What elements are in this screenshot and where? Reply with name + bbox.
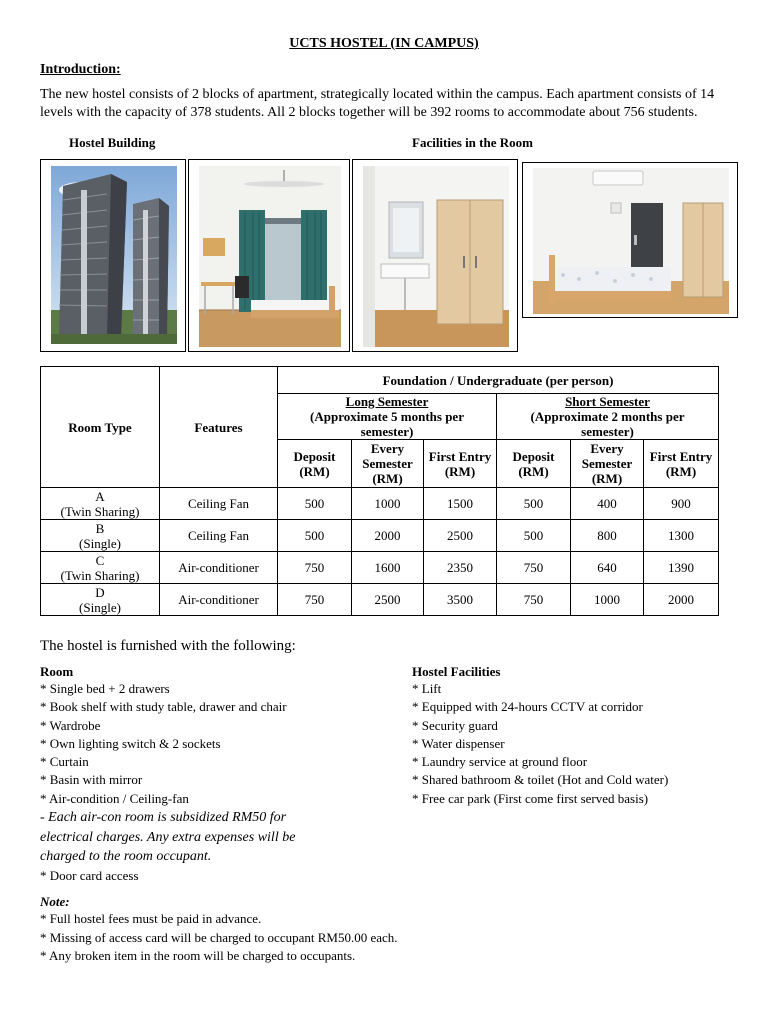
list-item: * Wardrobe xyxy=(40,717,101,733)
list-item: * Missing of access card will be charged to occupant RM50.00 each. xyxy=(40,929,398,945)
list-item: * Lift xyxy=(412,681,442,696)
facility-items-list xyxy=(412,680,742,808)
page-title: UCTS HOSTEL (IN CAMPUS) xyxy=(289,36,479,51)
furnished-intro: The hostel is furnished with the following: xyxy=(40,638,296,654)
header-group: Foundation / Undergraduate (per person) xyxy=(278,367,719,394)
facilities-section xyxy=(412,664,742,808)
sub-long-deposit: Deposit (RM) xyxy=(278,440,352,488)
sub-long-every: Every Semester (RM) xyxy=(352,440,424,488)
fees-table xyxy=(40,366,719,616)
table-row xyxy=(41,488,719,520)
long-first-cell: 2500 xyxy=(424,520,497,552)
feature-cell: Ceiling Fan xyxy=(160,520,278,552)
room-type-sub: (Single) xyxy=(79,535,121,551)
short-every-cell: 1000 xyxy=(571,584,644,616)
header-short-semester xyxy=(497,394,719,440)
table-row xyxy=(41,552,719,584)
intro-text: The new hostel consists of 2 blocks of apartment, strategically located within the campus. Each apartment consists of 14 levels with the capacity of 378 students. All 2 blocks together will be 392 rooms to accommodate about 756 students. xyxy=(40,87,715,120)
list-item: * Air-condition / Ceiling-fan xyxy=(40,790,189,806)
header-long-semester xyxy=(278,394,497,440)
list-item: * Own lighting switch & 2 sockets xyxy=(40,735,221,751)
long-deposit-cell: 500 xyxy=(278,488,352,520)
short-deposit-cell: 500 xyxy=(497,520,571,552)
room-items-list xyxy=(40,680,380,885)
photo-hostel-building xyxy=(40,159,186,352)
sub-long-first: First Entry (RM) xyxy=(424,440,497,488)
list-item: * Single bed + 2 drawers xyxy=(40,681,170,696)
list-item: * Door card access xyxy=(40,867,139,883)
list-item: * Free car park (First come first served basis) xyxy=(412,790,649,806)
long-semester-duration: (Approximate 5 months per semester) xyxy=(310,409,464,439)
note-heading: Note: xyxy=(40,894,70,909)
note-list xyxy=(40,910,398,966)
room-section xyxy=(40,664,380,885)
caption-hostel-building: Hostel Building xyxy=(69,135,156,150)
short-first-cell: 1300 xyxy=(644,520,719,552)
table-row xyxy=(41,584,719,616)
room-type-letter: D xyxy=(95,584,105,600)
long-first-cell: 2350 xyxy=(424,552,497,584)
short-every-cell: 800 xyxy=(571,520,644,552)
list-item: * Laundry service at ground floor xyxy=(412,754,588,770)
list-item: * Equipped with 24-hours CCTV at corridor xyxy=(412,699,643,715)
short-deposit-cell: 750 xyxy=(497,552,571,584)
list-item: * Water dispenser xyxy=(412,735,505,751)
list-item: * Curtain xyxy=(40,754,89,770)
header-room-type: Room Type xyxy=(41,367,160,488)
room-type-letter: B xyxy=(95,520,105,536)
long-deposit-cell: 750 xyxy=(278,584,352,616)
feature-cell: Air-conditioner xyxy=(160,584,278,616)
photo-room-aircon xyxy=(522,162,738,318)
room-type-sub: (Twin Sharing) xyxy=(60,503,140,519)
header-features: Features xyxy=(160,367,278,488)
long-every-cell: 2000 xyxy=(352,520,424,552)
room-heading: Room xyxy=(40,664,74,679)
room-type-cell xyxy=(41,520,160,552)
short-every-cell: 400 xyxy=(571,488,644,520)
room-type-letter: A xyxy=(95,488,105,504)
long-every-cell: 2500 xyxy=(352,584,424,616)
short-every-cell: 640 xyxy=(571,552,644,584)
long-every-cell: 1600 xyxy=(352,552,424,584)
long-deposit-cell: 750 xyxy=(278,552,352,584)
long-every-cell: 1000 xyxy=(352,488,424,520)
short-semester-title: Short Semester xyxy=(565,394,650,409)
intro-heading: Introduction: xyxy=(40,62,121,77)
long-deposit-cell: 500 xyxy=(278,520,352,552)
short-first-cell: 2000 xyxy=(644,584,719,616)
sub-short-first: First Entry (RM) xyxy=(644,440,719,488)
aircon-subsidy-note: - Each air-con room is subsidized RM50 for electrical charges. Any extra expenses will be charged to the room occupant. xyxy=(40,810,296,865)
list-item: * Security guard xyxy=(412,717,498,733)
room-type-letter: C xyxy=(95,552,105,568)
feature-cell: Air-conditioner xyxy=(160,552,278,584)
list-item: * Full hostel fees must be paid in advance. xyxy=(40,911,262,926)
room-type-sub: (Single) xyxy=(79,599,121,615)
table-row xyxy=(41,520,719,552)
list-item: * Book shelf with study table, drawer and chair xyxy=(40,699,287,715)
list-item: * Shared bathroom & toilet (Hot and Cold water) xyxy=(412,772,669,788)
list-item: * Basin with mirror xyxy=(40,772,143,788)
room-type-cell xyxy=(41,488,160,520)
facilities-heading: Hostel Facilities xyxy=(412,664,501,679)
sub-short-deposit: Deposit (RM) xyxy=(497,440,571,488)
short-deposit-cell: 500 xyxy=(497,488,571,520)
feature-cell: Ceiling Fan xyxy=(160,488,278,520)
sub-short-every: Every Semester (RM) xyxy=(571,440,644,488)
list-item: * Any broken item in the room will be charged to occupants. xyxy=(40,948,356,963)
caption-room-facilities: Facilities in the Room xyxy=(412,135,533,150)
short-semester-duration: (Approximate 2 months per semester) xyxy=(530,409,685,439)
long-first-cell: 1500 xyxy=(424,488,497,520)
room-type-cell xyxy=(41,552,160,584)
room-type-sub: (Twin Sharing) xyxy=(60,567,140,583)
short-deposit-cell: 750 xyxy=(497,584,571,616)
long-first-cell: 3500 xyxy=(424,584,497,616)
long-semester-title: Long Semester xyxy=(345,394,429,409)
photo-basin-wardrobe xyxy=(352,159,518,352)
room-type-cell xyxy=(41,584,160,616)
photo-room-bed xyxy=(188,159,350,352)
short-first-cell: 900 xyxy=(644,488,719,520)
short-first-cell: 1390 xyxy=(644,552,719,584)
